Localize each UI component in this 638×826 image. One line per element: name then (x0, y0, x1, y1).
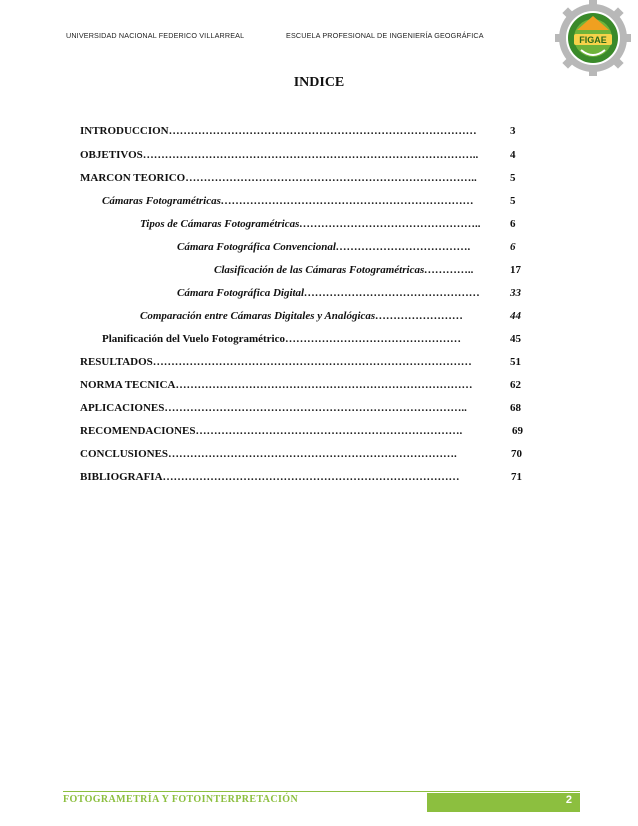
toc-entry-introduccion[interactable] (0, 125, 638, 141)
toc-entry-camara-convencional[interactable] (0, 241, 638, 257)
toc-entry-page: 4 (510, 149, 516, 161)
toc-entry-page: 6 (510, 241, 516, 253)
toc-entry-label: Comparación entre Cámaras Digitales y Analógicas…………………… (140, 310, 464, 322)
toc-entry-page: 17 (510, 264, 521, 276)
toc-entry-tipos-camaras[interactable] (0, 218, 638, 234)
toc-entry-page: 44 (510, 310, 521, 322)
toc-entry-resultados[interactable] (0, 356, 638, 372)
toc-entry-label: INTRODUCCION………………………………………………………………………… (80, 125, 477, 137)
toc-entry-page: 6 (510, 218, 516, 230)
toc-entry-label: Clasificación de las Cámaras Fotogramétricas………….. (214, 264, 474, 276)
toc-entry-aplicaciones[interactable] (0, 402, 638, 418)
toc-entry-objetivos[interactable] (0, 149, 638, 165)
toc-entry-bibliografia[interactable] (0, 471, 638, 487)
toc-entry-label: BIBLIOGRAFIA……………………………………………………………………… (80, 471, 460, 483)
toc-entry-page: 33 (510, 287, 521, 299)
toc-entry-page: 45 (510, 333, 521, 345)
toc-entry-label: MARCON TEORICO…………………………………………………………………….. (80, 172, 477, 184)
toc-entry-planificacion-vuelo[interactable] (0, 333, 638, 349)
toc-entry-recomendaciones[interactable] (0, 425, 638, 441)
toc-entry-clasificacion-camaras[interactable] (0, 264, 638, 280)
toc-entry-camaras-fotogrametricas[interactable] (0, 195, 638, 211)
toc-entry-camara-digital[interactable] (0, 287, 638, 303)
toc-entry-label: Planificación del Vuelo Fotogramétrico………………………………………… (102, 333, 461, 345)
toc-entry-label: RESULTADOS…………………………………………………………………………… (80, 356, 472, 368)
page-title: INDICE (293, 75, 345, 90)
toc-entry-label: APLICACIONES……………………………………………………………………….. (80, 402, 467, 414)
logo-text: FIGAE (579, 35, 607, 45)
toc-entry-page: 62 (510, 379, 521, 391)
footer-page-box (427, 793, 580, 812)
page-number: 2 (565, 794, 572, 806)
footer-course-title: FOTOGRAMETRÍA Y FOTOINTERPRETACIÓN (63, 794, 299, 805)
toc-entry-page: 5 (510, 172, 516, 184)
toc-entry-page: 3 (510, 125, 516, 137)
toc-entry-label: Cámara Fotográfica Digital………………………………………… (177, 287, 481, 299)
header-school: ESCUELA PROFESIONAL DE INGENIERÍA GEOGRÁFICA (286, 31, 484, 40)
toc-entry-marco-teorico[interactable] (0, 172, 638, 188)
toc-entry-label: OBJETIVOS……………………………………………………………………………….. (80, 149, 479, 161)
toc-entry-label: RECOMENDACIONES………………………………………………………………. (80, 425, 463, 437)
toc-entry-label: Tipos de Cámaras Fotogramétricas………………………………………….. (140, 218, 481, 230)
toc-entry-page: 68 (510, 402, 521, 414)
toc-entry-page: 70 (511, 448, 522, 460)
toc-entry-page: 51 (510, 356, 521, 368)
toc-entry-label: NORMA TECNICA……………………………………………………………………… (80, 379, 473, 391)
footer-divider (63, 791, 580, 792)
toc-entry-comparacion-camaras[interactable] (0, 310, 638, 326)
faculty-logo (555, 0, 631, 76)
toc-entry-norma-tecnica[interactable] (0, 379, 638, 395)
toc-entry-page: 71 (511, 471, 522, 483)
toc-entry-page: 5 (510, 195, 516, 207)
toc-entry-label: Cámara Fotográfica Convencional………………………………. (177, 241, 471, 253)
toc-entry-conclusiones[interactable] (0, 448, 638, 464)
header-university: UNIVERSIDAD NACIONAL FEDERICO VILLARREAL (66, 31, 245, 40)
toc-entry-label: Cámaras Fotogramétricas…………………………………………………………… (102, 195, 474, 207)
toc-entry-label: CONCLUSIONES……………………………………………………………………. (80, 448, 457, 460)
toc-entry-page: 69 (512, 425, 523, 437)
